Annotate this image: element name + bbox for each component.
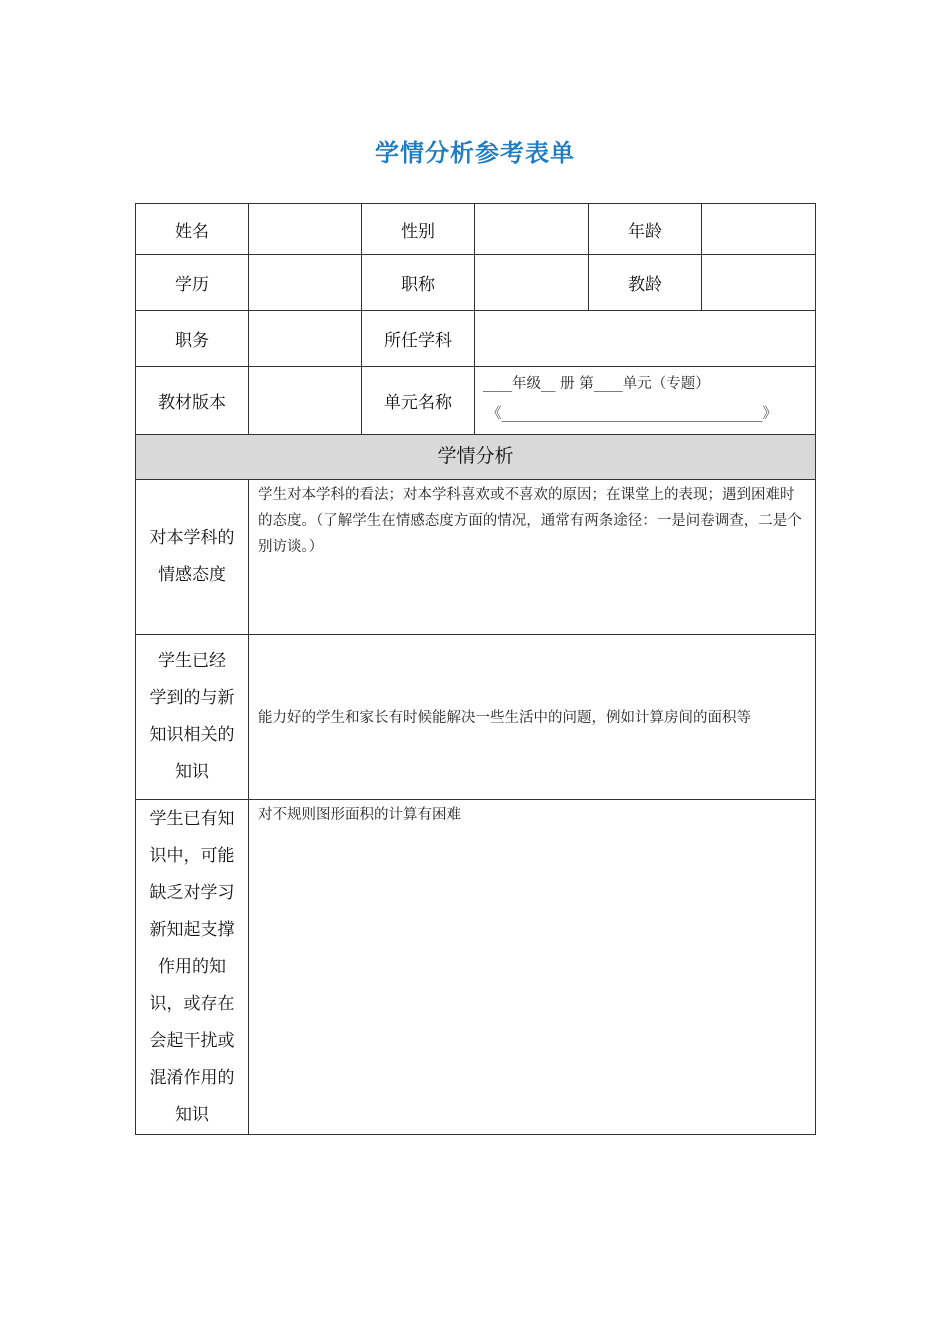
- name-field[interactable]: [249, 204, 362, 255]
- missing-knowledge-label: 学生已有知 识中，可能 缺乏对学习 新知起支撑 作用的知 识，或存在 会起干扰或 混淆作用的 知识: [136, 800, 249, 1135]
- emotional-attitude-label: 对本学科的 情感态度: [136, 480, 249, 635]
- analysis-form-table: [135, 203, 816, 1135]
- teaching-years-label: 教龄: [589, 255, 702, 311]
- unit-label: 单元名称: [362, 367, 475, 435]
- position-label: 职务: [136, 311, 249, 367]
- age-label: 年龄: [589, 204, 702, 255]
- education-field[interactable]: [249, 255, 362, 311]
- subject-label: 所任学科: [362, 311, 475, 367]
- education-label: 学历: [136, 255, 249, 311]
- gender-field[interactable]: [475, 204, 589, 255]
- name-label: 姓名: [136, 204, 249, 255]
- teaching-years-field[interactable]: [702, 255, 816, 311]
- textbook-field[interactable]: [249, 367, 362, 435]
- subject-field[interactable]: [475, 311, 816, 367]
- age-field[interactable]: [702, 204, 816, 255]
- rank-field[interactable]: [475, 255, 589, 311]
- gender-label: 性别: [362, 204, 475, 255]
- textbook-label: 教材版本: [136, 367, 249, 435]
- position-field[interactable]: [249, 311, 362, 367]
- missing-knowledge-content[interactable]: 对不规则图形面积的计算有困难: [249, 800, 816, 1135]
- unit-line-2: 《____________________________________》: [487, 406, 777, 422]
- emotional-attitude-content[interactable]: 学生对本学科的看法；对本学科喜欢或不喜欢的原因；在课堂上的表现；遇到困难时的态度。（了解学生在情感态度方面的情况，通常有两条途径：一是问卷调查，二是个别访谈。）: [249, 480, 816, 635]
- prior-knowledge-content[interactable]: 能力好的学生和家长有时候能解决一些生活中的问题，例如计算房间的面积等: [249, 635, 816, 800]
- page-title: 学情分析参考表单: [375, 139, 575, 167]
- rank-label: 职称: [362, 255, 475, 311]
- analysis-section-header: 学情分析: [136, 435, 816, 480]
- prior-knowledge-label: 学生已经 学到的与新 知识相关的 知识: [136, 635, 249, 800]
- unit-field[interactable]: [475, 367, 816, 435]
- unit-line-1: ____年级__ 册 第____单元（专题）: [483, 376, 710, 392]
